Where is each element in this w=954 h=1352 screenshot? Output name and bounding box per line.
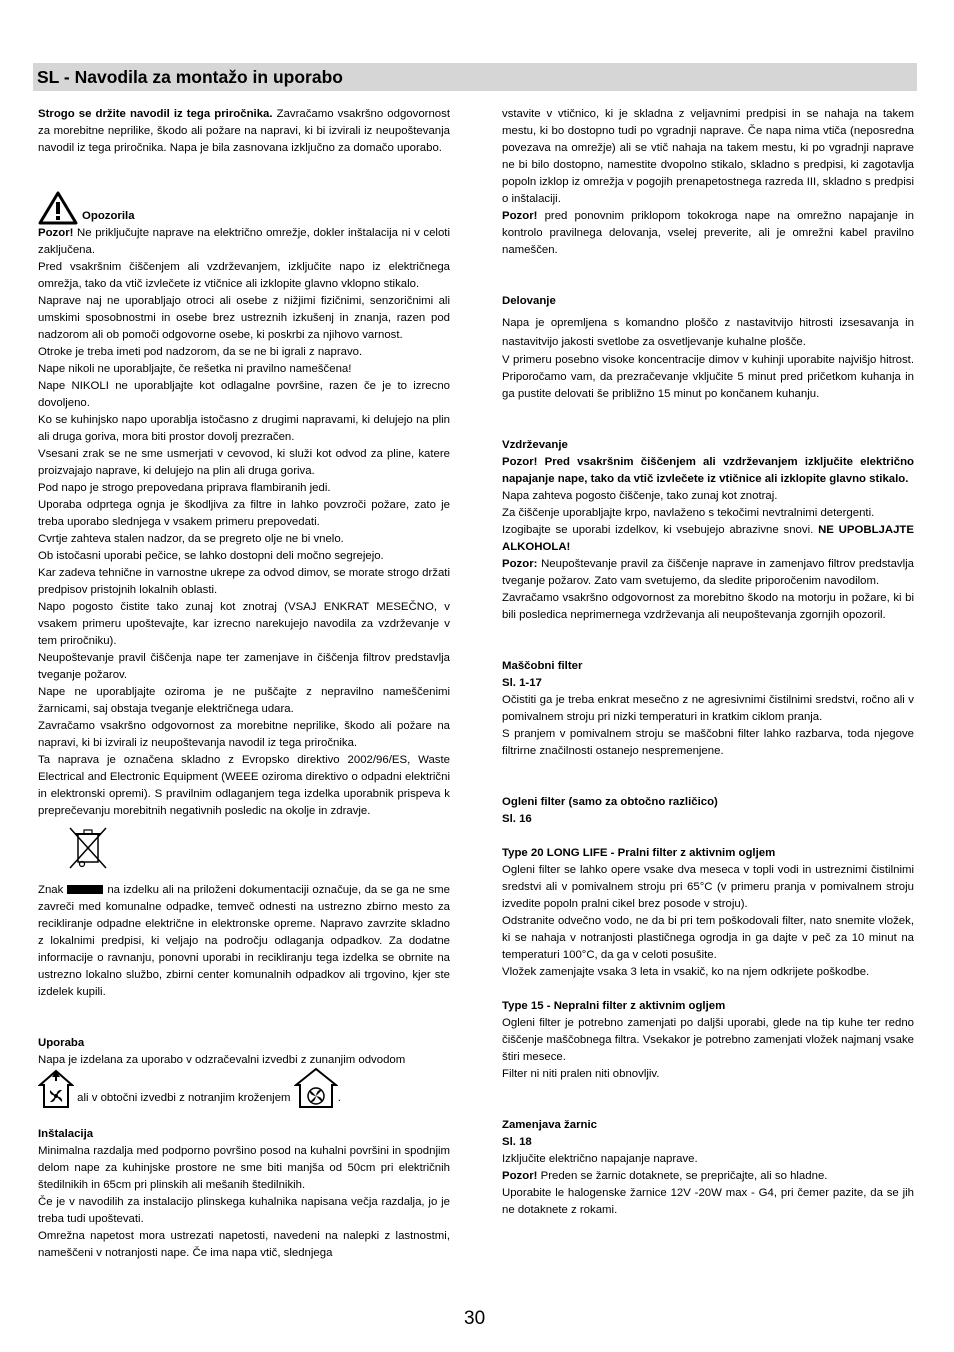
zarnice-p3: Uporabite le halogenske žarnice 12V -20W max - G4, pri čemer pazite, da se jih ne dotaknete z rokami. <box>502 1187 914 1216</box>
vzdrzevanje-p4-bold: Pozor: <box>502 558 538 570</box>
vzdrzevanje-p4 <box>502 556 914 590</box>
zarnice-fig <box>502 1134 914 1151</box>
type20-title <box>502 845 914 862</box>
page-title: SL - Navodila za montažo in uporabo <box>37 67 343 87</box>
house-fan-circulation-icon <box>294 1067 338 1109</box>
warning-p14: Napo pogosto čistite tako zunaj kot znotraj (VSAJ ENKRAT MESEČNO, v vsakem primeru upoštevajte, kar izrecno narekujejo navodila za vzdrževanje v tem priročniku). <box>38 601 450 647</box>
warning-p11: Cvrtje zahteva stalen nadzor, da se pregreto olje ne bi vnelo. <box>38 533 344 545</box>
uporaba-p2 <box>38 1067 450 1109</box>
ogleni-title <box>502 794 914 811</box>
warning-p12: Ob istočasni uporabi pečice, se lahko dostopni deli močno segrejejo. <box>38 550 384 562</box>
mascobni-title <box>502 658 914 675</box>
warning-p18: Ta naprava je označena skladno z Evropsko direktivo 2002/96/ES, Waste Electrical and Electronic Equipment (WEEE oziroma direktivo o odpadni električni in elektronski opremi). S pravilnim odlaganjem tega izdelka uporabnik prispeva k preprečevanju morebitnih negativnih posledic na okolje in zdravje. <box>38 754 450 817</box>
instalacija-title <box>38 1126 450 1143</box>
intro-paragraph <box>38 106 450 157</box>
ogleni-title-text: Ogleni filter (samo za obtočno različico) <box>502 796 718 808</box>
warning-p9: Pod napo je strogo prepovedana priprava flambiranih jedi. <box>38 482 331 494</box>
zarnice-p2-bold: Pozor! <box>502 1170 538 1182</box>
warning-p1-bold: Pozor! <box>38 227 74 239</box>
warning-p5: Nape nikoli ne uporabljajte, če rešetka ni pravilno nameščena! <box>38 363 352 375</box>
uporaba-p1: Napa je izdelana za uporabo v odzračevalni izvedbi z zunanjim odvodom <box>38 1054 406 1066</box>
zarnice-p2 <box>502 1168 914 1185</box>
black-bar-symbol <box>67 885 103 894</box>
znak-word: Znak <box>38 884 64 896</box>
house-fan-arrow-icon <box>38 1069 74 1109</box>
zarnice-p2-text: Preden se žarnic dotaknete, se prepričajte, ali so hladne. <box>537 1170 828 1182</box>
warning-p16: Nape ne uporabljajte oziroma je ne puščajte z nepravilno nameščenimi žarnicami, saj obstaja tveganje električnega udara. <box>38 686 450 715</box>
warning-p2: Pred vsakršnim čiščenjem ali vzdrževanjem, izključite napo iz električnega omrežja, tako da vtič izvlečete iz vtičnice ali izklopite glavno vklopno stikalo. <box>38 261 450 290</box>
right-column <box>502 106 914 1219</box>
vzdrzevanje-p5: Zavračamo vsakršno odgovornost za morebitno škodo na motorju in požare, ki bi bili posledica neprimernega vzdrževanja ali neupoštevanja zgornjih opozoril. <box>502 592 914 621</box>
warning-title: Opozorila <box>82 210 135 222</box>
zarnice-title <box>502 1117 914 1134</box>
crossed-bin-icon <box>66 824 110 872</box>
mascobni-p1: Očistiti ga je treba enkrat mesečno z ne agresivnimi čistilnimi sredstvi, ročno ali v pomivalnem stroju pri nizki temperaturi in kratkim ciklom pranja. <box>502 694 914 723</box>
type15-title-text: Type 15 - Nepralni filter z aktivnim ogljem <box>502 1000 726 1012</box>
warning-triangle-icon <box>38 191 78 225</box>
right-p2-bold: Pozor! <box>502 210 538 222</box>
zarnice-fig-text: Sl. 18 <box>502 1136 532 1148</box>
title-bar <box>33 63 917 91</box>
uporaba-p2-text: ali v obtočni izvedbi z notranjim kroženjem <box>74 1092 291 1104</box>
delovanje-title <box>502 293 914 310</box>
type20-p1: Ogleni filter se lahko opere vsake dva meseca v topli vodi in ustreznimi čistilnimi sredstvi ali v pomivalnem stroju pri 65°C (v primeru pranja v pomivalnem stroju izvedite popoln pralni cikel brez posode v stroju). <box>502 864 914 910</box>
ogleni-fig-text: Sl. 16 <box>502 813 532 825</box>
znak-paragraph <box>38 882 450 1001</box>
delovanje-title-text: Delovanje <box>502 295 556 307</box>
vzdrzevanje-p2: Za čiščenje uporabljajte krpo, navlaženo s tekočimi nevtralnimi detergenti. <box>502 507 875 519</box>
vzdrzevanje-bold-text: Pozor! Pred vsakršnim čiščenjem ali vzdrževanjem izključite električno napajanje nape, tako da vtič izvlečete iz vtičnice ali izklopite glavno stikalo. <box>502 456 914 485</box>
weee-symbol <box>66 824 450 878</box>
vzdrzevanje-p1: Napa zahteva pogosto čiščenje, tako zunaj kot znotraj. <box>502 490 778 502</box>
vzdrzevanje-p3-text: Izogibajte se uporabi izdelkov, ki vsebujejo abrazivne snovi. <box>502 524 814 536</box>
type20-p3: Vložek zamenjajte vsaka 3 leta in vsakič, ko na njem odkrijete poškodbe. <box>502 966 870 978</box>
mascobni-fig-text: Sl. 1-17 <box>502 677 542 689</box>
vzdrzevanje-title-text: Vzdrževanje <box>502 439 568 451</box>
instalacija-p1: Minimalna razdalja med podporno površino posod na kuhalni površini in spodnjim delom nape za kuhinjske prostore ne sme biti manjša od 50cm pri električnih štedilnikih in 65cm pri plinskih ali mešanih štedilnikih. <box>38 1145 450 1191</box>
warning-p10: Uporaba odprtega ognja je škodljiva za filtre in lahko povzroči požare, zato je treba uporabo slednjega v vsakem primeru prepovedati. <box>38 499 450 528</box>
warning-p17: Zavračamo vsakršno odgovornost za morebitne neprilike, škodo ali požare na napravi, ki bi izvirali iz neupoštevanja navodil iz tega priročnika. <box>38 720 450 749</box>
type15-p1: Ogleni filter je potrebno zamenjati po daljši uporabi, glede na tip kuhe ter redno čiščenje maščobnega filtra. Vsekakor je potrebno zamenjati vložek najmanj vsake štiri mesece. <box>502 1017 914 1063</box>
warning-p7: Ko se kuhinjsko napo uporablja istočasno z drugimi napravami, ki delujejo na plin ali druga goriva, mora biti prostor dovolj prezračen. <box>38 414 450 443</box>
right-p1: vstavite v vtičnico, ki je skladna z veljavnimi predpisi in se nahaja na takem mestu, ki bo dostopno tudi po vgradnji naprave. Če napa nima vtiča (neposredna povezava na omrežje) ali se vtič nahaja na takem mestu, ki po vgradnji naprave ne bi bilo dostopno, namestite dvopolno stikalo, skladno s predpisi, ki zagotavlja popoln izklop iz omrežja v pogojih prenapetostnega razreda III, skladno s predpisi o inštalaciji. <box>502 108 914 205</box>
warning-p1 <box>38 225 450 259</box>
left-column <box>38 106 450 1262</box>
vzdrzevanje-bold <box>502 454 914 488</box>
vzdrzevanje-title <box>502 437 914 454</box>
instalacija-p3: Omrežna napetost mora ustrezati napetosti, navedeni na nalepki z lastnostmi, nameščeni v notranjosti nape. Če ima napa vtič, slednjega <box>38 1230 450 1259</box>
intro-text: Zavračamo vsakršno odgovornost za morebitne neprilike, škodo ali požare na napravi, ki bi izvirali iz neupoštevanja navodil iz tega priročnika. Napa je bila zasnovana izključno za domačo uporabo. <box>38 108 450 154</box>
right-p2-text: pred ponovnim priklopom tokokroga nape na omrežno napajanje in kontrolo pravilnega delovanja, vselej preverite, ali je omrežni kabel pravilno nameščen. <box>502 210 914 256</box>
znak-text: na izdelku ali na priloženi dokumentaciji označuje, da se ga ne sme zavreči med komunalne odpadke, temveč odnesti na ustrezno zbirno mesto za recikliranje odpadne električne in elektronske opreme. Napravo zavrzite skladno z lokalnimi predpisi, ki veljajo na področju odlaganja odpadkov. Za dodatne informacije o ravnanju, ponovni uporabi in recikliranju tega izdelka se obrnite na ustrezno lokalno službo, zbirni center komunalnih odpadkov ali trgovino, kjer ste izdelek kupili. <box>38 884 450 998</box>
zarnice-p1: Izključite električno napajanje naprave. <box>502 1153 698 1165</box>
warning-p4: Otroke je treba imeti pod nadzorom, da se ne bi igrali z napravo. <box>38 346 363 358</box>
ogleni-fig <box>502 811 914 828</box>
vzdrzevanje-p4-text: Neupoštevanje pravil za čiščenje naprave in zamenjavo filtrov predstavlja tveganje požarov. Zato vam svetujemo, da sledite priporočenim navodilom. <box>502 558 914 587</box>
mascobni-fig <box>502 675 914 692</box>
uporaba-title <box>38 1035 450 1052</box>
warning-heading <box>38 191 450 225</box>
delovanje-p1: Napa je opremljena s komandno ploščo z nastavitvijo hitrosti izsesavanja in nastavitvijo jakosti svetlobe za osvetljevanje kuhalne plošče. <box>502 317 914 348</box>
vzdrzevanje-p3 <box>502 522 914 556</box>
warning-p15: Neupoštevanje pravil čiščenja nape ter zamenjave in čiščenja filtrov predstavlja tveganje požarov. <box>38 652 450 681</box>
mascobni-p2: S pranjem v pomivalnem stroju se maščobni filter lahko razbarva, toda njegove filtrirne značilnosti ostanejo nespremenjene. <box>502 728 914 757</box>
uporaba-title-text: Uporaba <box>38 1037 85 1049</box>
warning-p13: Kar zadeva tehnične in varnostne ukrepe za odvod dimov, se morate strogo držati predpisov pristojnih lokalnih oblasti. <box>38 567 450 596</box>
vzdrzevanje-p3-bold: NE UPOBLJAJTE ALKOHOLA! <box>502 524 914 553</box>
warning-p8: Vsesani zrak se ne sme usmerjati v cevovod, ki služi kot odvod za pline, katere proizvajajo naprave, ki delujejo na plin ali druga goriva. <box>38 448 450 477</box>
page-number: 30 <box>464 1308 486 1329</box>
mascobni-title-text: Maščobni filter <box>502 660 583 672</box>
type15-p2: Filter ni niti pralen niti obnovljiv. <box>502 1068 660 1080</box>
instalacija-p2: Če je v navodilih za instalacijo plinskega kuhalnika napisana večja razdalja, jo je treba tudi upoštevati. <box>38 1196 450 1225</box>
warning-p1-text: Ne priključujte naprave na električno omrežje, dokler inštalacija ni v celoti zaključena. <box>38 227 450 256</box>
type15-title <box>502 998 914 1015</box>
zarnice-title-text: Zamenjava žarnic <box>502 1119 597 1131</box>
warning-p3: Naprave naj ne uporabljajo otroci ali osebe z nižjimi fizičnimi, senzoričnimi ali umskimi sposobnostmi in osebe brez ustreznih izkušenj in znanja, razen pod nadzorom ali ob pomoči odgovorne osebe, ki poskrbi za njihovo varnost. <box>38 295 450 341</box>
uporaba-p3-text: . <box>337 1092 341 1104</box>
right-p2 <box>502 208 914 259</box>
intro-bold: Strogo se držite navodil iz tega priročnika. <box>38 108 273 120</box>
instalacija-title-text: Inštalacija <box>38 1128 94 1140</box>
warning-p6: Nape NIKOLI ne uporabljajte kot odlagalne površine, razen če je to izrecno dovoljeno. <box>38 380 450 409</box>
delovanje-p2: V primeru posebno visoke koncentracije dimov v kuhinji uporabite najvišjo hitrost. Priporočamo vam, da prezračevanje vključite 5 minut pred pričetkom kuhanja in ga pustite delovati še približno 15 minut po končanem kuhanju. <box>502 354 914 400</box>
type20-p2: Odstranite odvečno vodo, ne da bi pri tem poškodovali filter, nato snemite vložek, ki se nahaja v notranjosti plastičnega ogrodja in ga dajte v peč za 10 minut na temperaturi 100°C, da ga v celoti posušite. <box>502 915 914 961</box>
type20-title-text: Type 20 LONG LIFE - Pralni filter z aktivnim ogljem <box>502 847 776 859</box>
